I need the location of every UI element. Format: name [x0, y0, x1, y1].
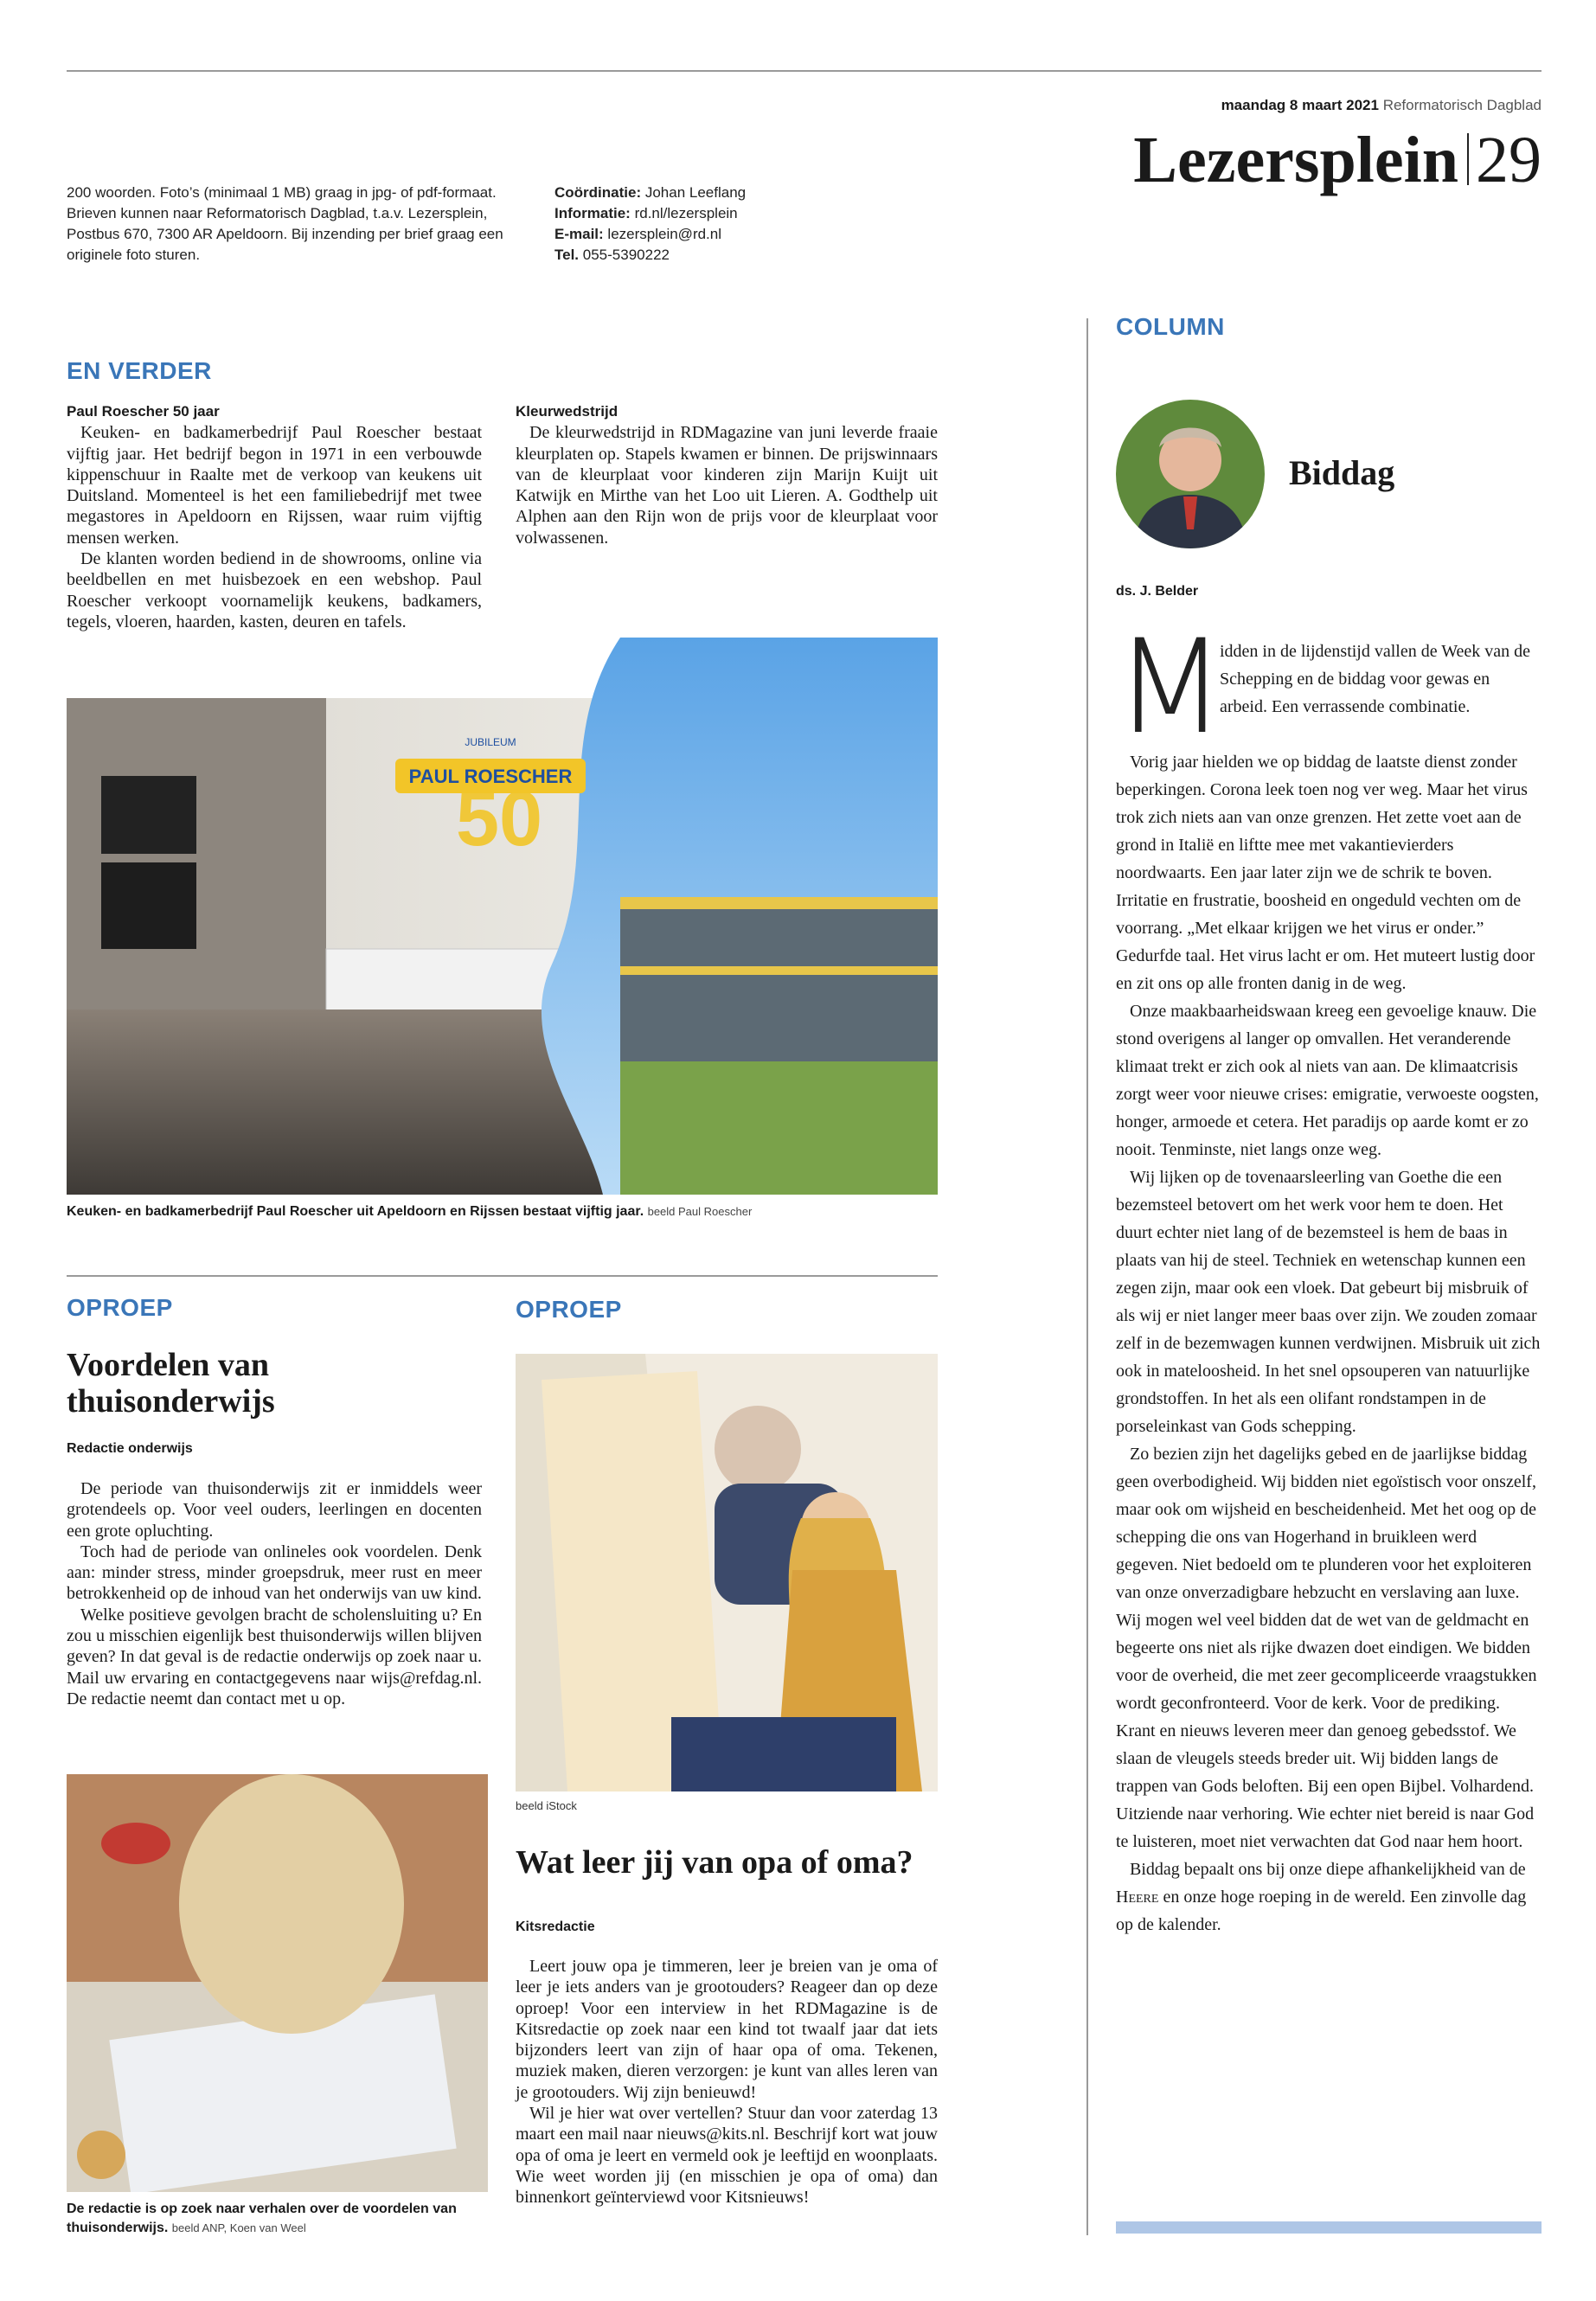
homeschool-caption [67, 2200, 488, 2238]
photo-number: 50 [455, 776, 543, 862]
oproep1-body [67, 1478, 482, 1709]
column-author: ds. J. Belder [1116, 584, 1199, 599]
column-title: Biddag [1289, 453, 1395, 492]
column-kicker: COLUMN [1116, 313, 1225, 340]
caption-text: De redactie is op zoek naar verhalen over de voordelen van thuisonderwijs. [67, 2202, 457, 2235]
info-label: Informatie: [554, 205, 631, 221]
photo-credit: beeld ANP, Koen van Weel [171, 2221, 306, 2234]
paragraph: De kleurwedstrijd in RDMagazine van juni leverde fraaie kleurplaten op. Stapels kwamen er binnen. De prijswinnaars van de kleurplaat voor kinderen zijn Marijn Kuijt uit Katwijk en Mirthe van het Loo uit Lieren. A. Godthelp uit Alphen aan den Rijn won de prijs voor de kleurplaat voor volwassenen. [516, 423, 938, 548]
photo-logo-text: PAUL ROESCHER [408, 766, 573, 787]
contact-info [554, 183, 918, 266]
info-link[interactable]: rd.nl/lezersplein [634, 205, 738, 221]
oproep2-kicker: OPROEP [516, 1296, 622, 1323]
oproep2-headline: Wat leer jij van opa of oma? [516, 1844, 913, 1881]
submission-info: 200 woorden. Foto’s (minimaal 1 MB) graag in jpg- of pdf-formaat. Brieven kunnen naar Reformatorisch Dagblad, t.a.v. Lezersplein, Postbus 670, 7300 AR Apeldoorn. Bij inzending per brief graag een originele foto sturen. [67, 184, 503, 263]
oproep1-kicker: OPROEP [67, 1294, 173, 1321]
email-link[interactable]: lezersplein@rd.nl [607, 226, 722, 242]
paragraph: Wij lijken op de tovenaarsleerling van Goethe die een bezemsteel betovert om het werk voor hem te doen. Het duurt echter niet lang of de bezemsteel is hem de baas in plaats van hij de steel. Techniek en wetenschap kunnen een zegen zijn, maar ook een vloek. Dat gebeurt bij misbruik of als wij er niet langer meer baas over zijn. We zouden zomaar zelf in de bezemwagen kunnen verdwijnen. Misbruik uit zich ook in mateloosheid. In het snel opsouperen van natuurlijke grondstoffen. In het als een olifant rondstampen in de porseleinkast van Gods schepping. [1116, 1168, 1541, 1436]
homeschool-photo [67, 1774, 488, 2192]
coord-label: Coördinatie: [554, 184, 642, 201]
photo-logo-top: JUBILEUM [465, 736, 516, 748]
paragraph: Onze maakbaarheidswaan kreeg een gevoelige knauw. Die stond overigens al langer op omvallen. Het veranderende klimaat trekt er zich ook al niets van aan. De klimaatcrisis zorgt weer voor nieuwe crises: emigratie, verwoeste oogsten, honger, armoede et cetera. Het paradijs op aarde komt er zo nooit. Tenminste, niet langs onze weg. [1116, 1002, 1539, 1159]
title-separator [1467, 133, 1469, 185]
en-verder-kicker: EN VERDER [67, 357, 212, 384]
top-rule [67, 70, 1542, 72]
oproep1-byline: Redactie onderwijs [67, 1441, 193, 1456]
text-run: Biddag bepaalt ons bij onze diepe afhankelijkheid van de [1130, 1860, 1526, 1879]
paragraph: De periode van thuisonderwijs zit er inmiddels weer grotendeels op. Voor veel ouders, leerlingen en docenten een grote opluchting. [67, 1479, 482, 1541]
paragraph: Vorig jaar hielden we op biddag de laatste dienst zonder beperkingen. Corona leek toen nog ver weg. Maar het virus trok zich niets aan van onze grenzen. Het zette voet aan de grond in Italië en liftte mee met vakantievierders noordwaarts. Een jaar later zijn we de schrik te boven. Irritatie en frustratie, boosheid en ongeduld vechten om de voorrang. „Met elkaar krijgen we het virus er onder.” Gedurfde taal. Het virus lacht er om. Het muteert lustig door en zit ons op alle fronten danig in de weg. [1116, 753, 1535, 993]
paragraph: Toch had de periode van onlineles ook voordelen. Denk aan: minder stress, minder groepsdruk, meer rust en meer betrokkenheid op de inhoud van het onderwijs van uw kind. [67, 1541, 482, 1604]
caption-text: Keuken- en badkamerbedrijf Paul Roescher uit Apeldoorn en Rijssen bestaat vijftig jaar. [67, 1204, 644, 1219]
section-divider [67, 1275, 938, 1277]
child-doing-homework-illustration [67, 1774, 488, 2192]
tel-label: Tel. [554, 247, 580, 263]
grandfather-girl-painting-illustration [516, 1354, 938, 1791]
issue-date: maandag 8 maart 2021 [1221, 97, 1379, 113]
author-avatar [1116, 400, 1265, 548]
oproep2-body [516, 1956, 938, 2208]
paragraph: Welke positieve gevolgen bracht de scholensluiting u? En zou u misschien eigenlijk best thuisonderwijs willen blijven geven? In dat geval is de redactie onderwijs op zoek naar u. Mail uw ervaring en contactgegevens naar wijs@refdag.nl. De redactie neemt dan contact met u op. [67, 1605, 482, 1708]
oproep2-byline: Kitsredactie [516, 1920, 595, 1934]
heere-smallcaps: Heere [1116, 1888, 1159, 1907]
grandparent-photo-credit: beeld iStock [516, 1799, 577, 1812]
text-run: en onze hoge roeping in de wereld. Een zinvolle dag op de kalender. [1116, 1888, 1527, 1934]
paper-name: Reformatorisch Dagblad [1382, 97, 1542, 113]
dateline [1221, 97, 1542, 114]
roescher-photo [67, 638, 938, 1195]
oproep1-headline: Voordelen van thuisonderwijs [67, 1347, 275, 1420]
column-divider [1086, 318, 1088, 2235]
section-title [1133, 121, 1542, 199]
column-footer-bar [1116, 2221, 1542, 2234]
kitchen-building-illustration [67, 638, 938, 1195]
subhead-roescher: Paul Roescher 50 jaar [67, 403, 220, 420]
column-body [1116, 748, 1542, 1939]
paragraph: De klanten worden bediend in de showrooms, online via beeldbellen en met huisbezoek en een webshop. Paul Roescher verkoopt voornamelijk keukens, badkamers, tegels, vloeren, haarden, kasten, deuren en tafels. [67, 549, 482, 631]
en-verder-col1 [67, 401, 482, 632]
coord-value: Johan Leeflang [644, 184, 747, 201]
paragraph: Wil je hier wat over vertellen? Stuur dan voor zaterdag 13 maart een mail naar nieuws@kits.nl. Beschrijf kort wat jouw opa of oma je leert en vermeld ook je leeftijd en woonplaats. Wie weet worden jij (en misschien je opa of oma) dan binnenkort geïnterviewd voor Kitsnieuws! [516, 2104, 938, 2208]
paragraph: Keuken- en badkamerbedrijf Paul Roescher bestaat vijftig jaar. Het bedrijf begon in 1971 in een verbouwde kippenschuur in Raalte met de verkoop van keukens uit Duitsland. Momenteel is het een familiebedrijf met twee megastores in Apeldoorn en Rijssen, waar ruim vijftig mensen werken. [67, 423, 482, 548]
paragraph [1116, 1856, 1542, 1939]
author-portrait [1116, 400, 1265, 548]
tel-value: 055-5390222 [582, 247, 670, 263]
page-number: 29 [1476, 124, 1542, 196]
en-verder-col2 [516, 401, 938, 548]
column-lead: idden in de lijdenstijd vallen de Week van de Schepping en de biddag voor gewas en arbeid. Een verrassende combinatie. [1220, 642, 1531, 716]
roescher-caption [67, 1202, 938, 1221]
dropcap-letter: M [1114, 612, 1227, 763]
section-name: Lezersplein [1133, 124, 1458, 196]
email-label: E-mail: [554, 226, 604, 242]
paragraph: Zo bezien zijn het dagelijks gebed en de jaarlijkse biddag geen overbodigheid. Wij bidden niet egoïstisch voor onszelf, maar ook om wijsheid en bescheidenheid. Met het oog op de schepping die ons van Hogerhand in bruikleen werd gegeven. Niet bedoeld om te plunderen voor het exploiteren van onze onverzadigbare hebzucht en verslaving aan luxe. Wij mogen wel veel bidden dat de wet van de geldmacht en begeerte ons niet als rijke dwazen doet eindigen. We bidden voor de overheid, die met zeer gecompliceerde vraagstukken wordt geconfronteerd. Voor de kerk. Voor de prediking. Krant en nieuws leveren meer dan genoeg gebedsstof. We slaan de vleugels steeds breder uit. Wij bidden langs de trappen van Gods beloften. Bij een open Bijbel. Volhardend. Uitziende naar verhoring. Wie echter niet bereid is naar God te luisteren, moet niet verwachten dat God naar hem hoort. [1116, 1445, 1537, 1851]
subhead-kleurwedstrijd: Kleurwedstrijd [516, 403, 619, 420]
paragraph: Leert jouw opa je timmeren, leer je breien van je oma of leer je iets anders van je grootouders? Reageer dan op deze oproep! Voor een interview in het RDMagazine is de Kitsredactie op zoek naar een kind tot twaalf jaar dat iets bijzonders leert van zijn of haar opa of oma. Tekenen, muziek maken, dieren verzorgen: je kunt van alles leren van je grootouders. Wij zijn benieuwd! [516, 1957, 938, 2102]
grandparent-photo [516, 1354, 938, 1791]
photo-credit: beeld Paul Roescher [647, 1205, 753, 1218]
